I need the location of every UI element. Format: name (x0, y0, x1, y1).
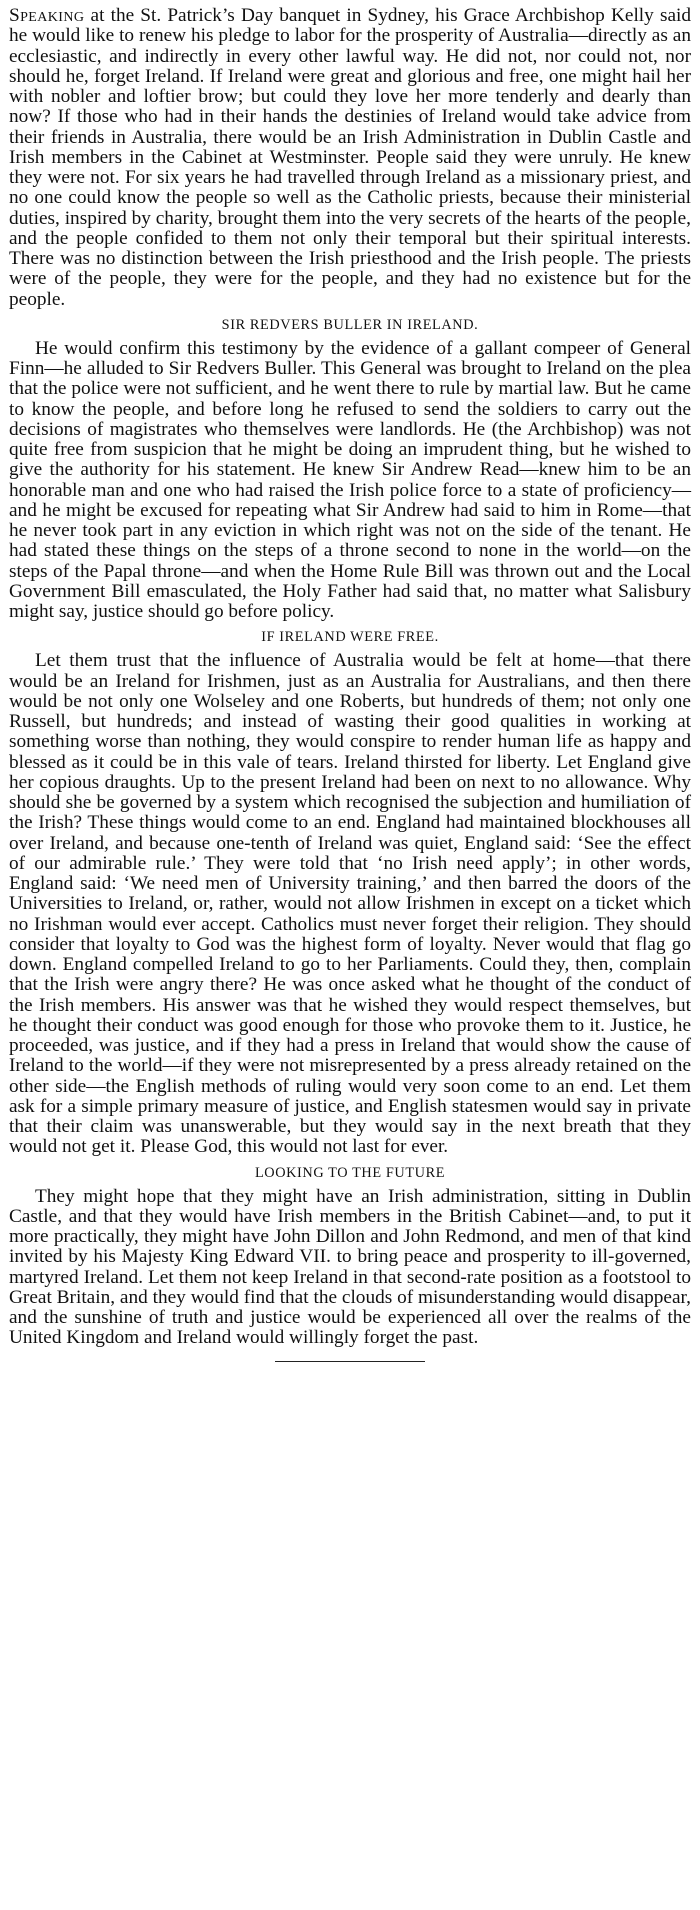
intro-text: at the St. Patrick’s Day banquet in Sydney, his Grace Archbishop Kelly said he would like to renew his pledge to labor for the prosperity of Australia—directly as an ecclesiastic, and indirectly in every other lawful way. He did not, nor could not, nor should he, forget Ireland. If Ireland were great and glorious and free, one might hail her with nobler and loftier brow; but could they love her more tenderly and dearly than now? If those who had in their hands the destinies of Ireland would take advice from their friends in Australia, there would be an Irish Administration in Dublin Castle and Irish members in the Cabinet at Westminster. People said they were unruly. He knew they were not. For six years he had travelled through Ireland as a missionary priest, and no one could know the people so well as the Catholic priests, because their ministerial duties, inspired by charity, brought them into the very secrets of the hearts of the people, and the people confided to them not only their temporal but their spiritual interests. There was no distinction between the Irish priesthood and the Irish people. The priests were of the people, they were for the people, and they had no existence but for the people. (9, 5, 691, 310)
section-paragraph-future: They might hope that they might have an Irish administration, sitting in Dublin Castle, and that they would have Irish members in the British Cabinet—and, to put it more practically, they might have John Dillon and John Redmond, and men of that kind invited by his Majesty King Edward VII. to bring peace and prosperity to ill-governed, martyred Ireland. Let them not keep Ireland in that second-rate position as a footstool to Great Britain, and they would find that the clouds of misunderstanding would disappear, and the sunshine of truth and justice would be experienced all over the realms of the United Kingdom and Ireland would willingly forget the past. (9, 1185, 691, 1349)
section-paragraph-ireland-free: Let them trust that the influence of Australia would be felt at home—that there would be an Ireland for Irishmen, just as an Australia for Australians, and then there would be not only one Wolseley and one Roberts, but hundreds of them; not only one Russell, but hundreds; and instead of wasting their good qualities in working at something worse than nothing, they would conspire to render human life as happy and blessed as it could be in this vale of tears. Ireland thirsted for liberty. Let England give her copious draughts. Up to the present Ireland had been on next to no allowance. Why should she be governed by a system which recognised the subjection and humiliation of the Irish? These things would come to an end. England had maintained blockhouses all over Ireland, and because one-tenth of Ireland was quiet, England said: ‘See the effect of our admirable rule.’ They were told that ‘no Irish need apply’; in other words, England said: ‘We need men of University training,’ and then barred the doors of the Universities to Ireland, or, rather, would not allow Irishmen in except on a ticket which no Irishman would ever accept. Catholics must never forget their religion. They should consider that loyalty to God was the highest form of loyalty. Never would that flag go down. England compelled Ireland to go to her Parliaments. Could they, then, complain that the Irish were angry there? He was once asked what he thought of the conduct of the Irish members. His answer was that he wished they would respect themselves, but he thought their conduct was good enough for those who provoke them to it. Justice, he proceeded, was justice, and if they had a press in Ireland that would show the cause of Ireland to the world—if they were not misrepresented by a press already retained on the other side—the English methods of ruling would very soon come to an end. Let them ask for a simple primary measure of justice, and English statesmen would say in private that their claim was unanswerable, but they would say in the next breath that they would not get it. Please God, this would not last for ever. (9, 650, 691, 1158)
end-rule (275, 1361, 425, 1362)
lead-word: Speaking (9, 5, 85, 26)
intro-paragraph (9, 6, 691, 310)
section-heading-buller: SIR REDVERS BULLER IN IRELAND. (221, 316, 479, 333)
section-heading-future: LOOKING TO THE FUTURE (254, 1164, 446, 1181)
section-heading-ireland-free: IF IRELAND WERE FREE. (261, 629, 439, 646)
section-paragraph-buller: He would confirm this testimony by the evidence of a gallant compeer of General Finn—he alluded to Sir Redvers Buller. This General was brought to Ireland on the plea that the police were not sufficient, and he went there to rule by martial law. But he came to know the people, and before long he refused to send the soldiers to carry out the decisions of magistrates who themselves were landlords. He (the Archbishop) was not quite free from suspicion that he might be doing an imprudent thing, but he wished to give the authority for his statement. He knew Sir Andrew Read—knew him to be an honorable man and one who had raised the Irish police force to a state of proficiency—and he might be excused for repeating what Sir Andrew had said to him in Rome—that he never took part in any eviction in which right was not on the side of the tenant. He had stated these things on the steps of a throne second to none in the world—on the steps of the Papal throne—and when the Home Rule Bill was thrown out and the Local Government Bill emasculated, the Holy Father had said that, no matter what Salisbury might say, justice should go before policy. (9, 337, 691, 622)
